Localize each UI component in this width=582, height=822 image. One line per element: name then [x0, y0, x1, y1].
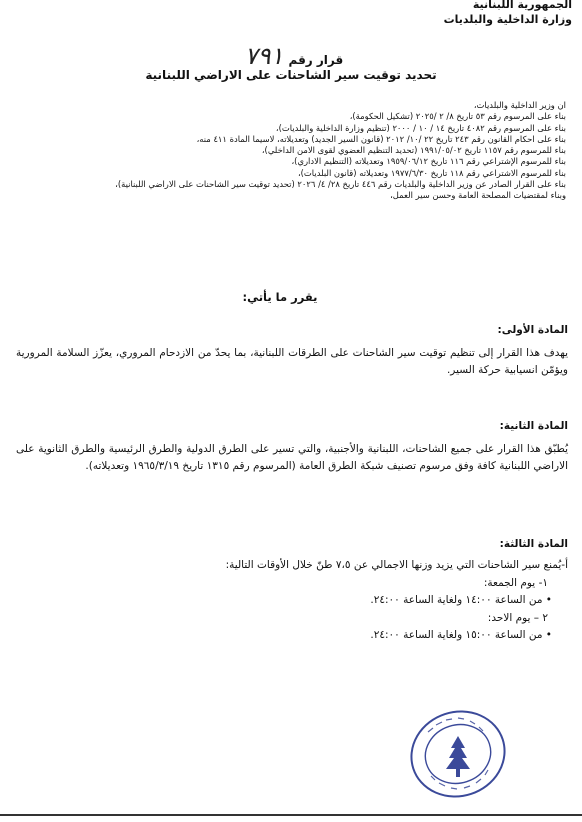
- ministry-header: وزارة الداخلية والبلديات: [443, 13, 572, 26]
- article3-time1: • من الساعة ١٤:٠٠ ولغاية الساعة ٢٤:٠٠.: [370, 594, 552, 606]
- article3-body: [16, 557, 568, 645]
- article1-title: المادة الأولى:: [497, 324, 568, 336]
- article3-day1: ١- يوم الجمعة:: [483, 576, 548, 589]
- article3-intro: أ-يُمنع سير الشاحنات التي يزيد وزنها الاجمالي عن ٧،٥ طنّ خلال الأوقات التالية:: [225, 559, 568, 571]
- preamble-line: بناء للمرسوم الاشتراعي رقم ١١٨ تاريخ ١٩٧٧/٦/٣٠ وتعديلاته (قانون البلديات)،: [297, 167, 566, 178]
- article2-title: المادة الثانية:: [499, 420, 568, 432]
- preamble: [10, 100, 566, 202]
- decision-number: ٧٩١: [244, 42, 284, 70]
- article3-title: المادة الثالثة:: [499, 538, 568, 550]
- decision-label: قرار رقم: [288, 53, 344, 67]
- article1-text: يهدف هذا القرار إلى تنظيم توقيت سير الشاحنات على الطرقات اللبنانية، بما يحدّ من الازدحام المروري، يعزّز السلامة المرورية ويؤمّن انسيابية حركة السير.: [16, 347, 568, 376]
- preamble-line: بناء على المرسوم رقم ٤٠٨٢ تاريخ ١٤ / ١٠ / ٢٠٠٠ (تنظيم وزارة الداخلية والبلديات)،: [275, 122, 566, 133]
- preamble-line: بناء على القرار الصادر عن وزير الداخلية والبلديات رقم ٤٤٦ تاريخ ٢٨/ ٤/ ٢٠٢٦ (تحديد توقيت سير الشاحنات على الاراضي اللبنانية)،: [115, 179, 566, 190]
- article1-body: [16, 345, 568, 379]
- decides-heading: يقرر ما يأتي:: [242, 290, 318, 304]
- ministry-seal: [406, 706, 510, 802]
- preamble-line: بناء على احكام القانون رقم ٢٤٣ تاريخ ٢٢ /١٠/ ٢٠١٢ (قانون السير الجديد) وتعديلاته، لاسيما المادة ٤١١ منه،: [196, 133, 566, 144]
- preamble-line: بناء للمرسوم الإشتراعي رقم ١١٦ تاريخ ١٩٥٩/٠٦/١٢ وتعديلاته (التنظيم الاداري)،: [291, 156, 566, 167]
- decision-subject: تحديد توقيت سير الشاحنات على الاراضي اللبنانية: [145, 68, 437, 82]
- article3-day2: ٢ – يوم الاحد:: [487, 611, 548, 624]
- decision-title: [0, 42, 582, 70]
- preamble-line: بناء للمرسوم رقم ١١٥٧ تاريخ ١٩٩١/٠٥/٠٢ (تحديد التنظيم العضوي لقوى الامن الداخلي)،: [261, 145, 566, 156]
- preamble-line: بناء على المرسوم رقم ٥٣ تاريخ ٨/ ٢ /٢٠٢٥ (تشكيل الحكومة)،: [349, 111, 566, 122]
- seal-stamp-icon: [406, 706, 510, 802]
- page-bottom-border: [0, 814, 582, 816]
- republic-header: الجمهورية اللبنانية: [472, 0, 572, 11]
- article3-time2: • من الساعة ١٥:٠٠ ولغاية الساعة ٢٤:٠٠.: [370, 629, 552, 641]
- article2-body: [16, 441, 568, 475]
- preamble-line: ان وزير الداخلية والبلديات،: [473, 100, 566, 110]
- preamble-line: وبناء لمقتضيات المصلحة العامة وحسن سير العمل،: [390, 190, 566, 201]
- article2-text: يُطبّق هذا القرار على جميع الشاحنات، اللبنانية والأجنبية، والتي تسير على الطرق الدولية والطرق الرئيسية والطرق الثانوية على الاراضي اللبنانية كافة وفق مرسوم تصنيف شبكة الطرق العامة (المرسوم رقم ١٣١٥ تاريخ ١٩٦٥/٣/١٩ وتعديلاته).: [16, 443, 568, 472]
